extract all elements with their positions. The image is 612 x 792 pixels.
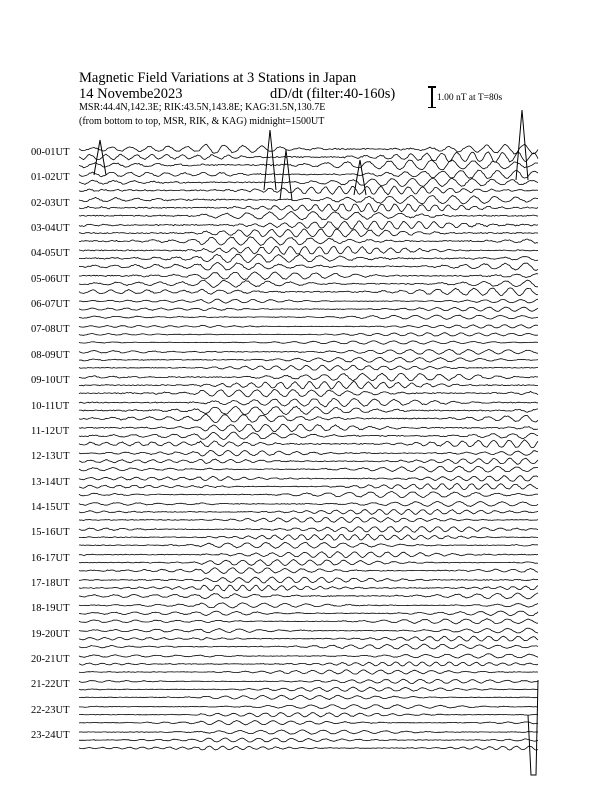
trace-04-05UT-RIK (79, 254, 538, 262)
hour-label-17-18UT: 17-18UT (31, 577, 70, 589)
hour-label-05-06UT: 05-06UT (31, 273, 70, 285)
trace-01-02UT-RIK (79, 178, 538, 186)
trace-19-20UT-RIK (79, 636, 538, 641)
hour-label-03-04UT: 03-04UT (31, 223, 70, 235)
trace-09-10UT-KAG (79, 373, 538, 381)
trace-13-14UT-RIK (79, 484, 538, 490)
trace-17-18UT-KAG (79, 577, 538, 583)
trace-02-03UT-KAG (79, 195, 538, 204)
trace-14-15UT-MSR (79, 517, 538, 522)
chart-title: Magnetic Field Variations at 3 Stations in Japan (79, 70, 357, 86)
trace-20-21UT-KAG (79, 654, 538, 658)
trace-07-08UT-KAG (79, 325, 538, 328)
trace-22-23UT-RIK (79, 713, 538, 717)
hour-label-13-14UT: 13-14UT (31, 476, 70, 488)
scale-label: 1.00 nT at T=80s (437, 93, 503, 103)
trace-17-18UT-MSR (79, 593, 538, 599)
hour-label-15-16UT: 15-16UT (31, 527, 70, 539)
hour-label-12-13UT: 12-13UT (31, 451, 70, 463)
trace-04-05UT-KAG (79, 246, 538, 254)
trace-spike-1 (264, 130, 276, 190)
hour-label-02-03UT: 02-03UT (31, 197, 70, 209)
trace-19-20UT-KAG (79, 628, 538, 633)
trace-23-24UT-KAG (79, 730, 538, 734)
trace-21-22UT-MSR (79, 695, 538, 699)
hour-label-06-07UT: 06-07UT (31, 299, 70, 311)
hour-label-20-21UT: 20-21UT (31, 654, 70, 665)
trace-03-04UT-KAG (79, 221, 538, 230)
trace-11-12UT-KAG (79, 424, 538, 432)
station-coordinates: MSR:44.4N,142.3E; RIK:43.5N,143.8E; KAG:31.5N,130.7E (79, 102, 326, 113)
hour-label-00-01UT: 00-01UT (31, 147, 70, 158)
trace-17-18UT-RIK (79, 585, 538, 591)
hour-label-10-11UT: 10-11UT (31, 400, 70, 412)
trace-10-11UT-KAG (79, 399, 538, 407)
hour-label-11-12UT: 11-12UT (31, 425, 70, 437)
trace-12-13UT-MSR (79, 466, 538, 472)
trace-18-19UT-KAG (79, 603, 538, 608)
trace-02-03UT-MSR (79, 212, 538, 220)
trace-20-21UT-MSR (79, 670, 538, 674)
trace-05-06UT-MSR (79, 288, 538, 296)
hour-label-14-15UT: 14-15UT (31, 501, 70, 513)
station-order-note: (from bottom to top, MSR, RIK, & KAG) midnight=1500UT (79, 116, 325, 127)
trace-11-12UT-RIK (79, 432, 538, 439)
trace-08-09UT-RIK (79, 357, 538, 362)
trace-06-07UT-RIK (79, 307, 538, 311)
trace-16-17UT-MSR (79, 568, 538, 574)
hour-label-04-05UT: 04-05UT (31, 248, 70, 260)
trace-13-14UT-MSR (79, 492, 538, 498)
hour-label-07-08UT: 07-08UT (31, 324, 70, 336)
hour-label-19-20UT: 19-20UT (31, 628, 70, 640)
trace-04-05UT-MSR (79, 263, 538, 271)
trace-14-15UT-RIK (79, 509, 538, 514)
trace-01-02UT-KAG (79, 170, 538, 178)
hour-label-09-10UT: 09-10UT (31, 375, 70, 387)
trace-06-07UT-MSR (79, 315, 538, 319)
trace-02-03UT-RIK (79, 203, 538, 212)
trace-08-09UT-MSR (79, 365, 538, 370)
trace-22-23UT-MSR (79, 721, 538, 725)
trace-03-04UT-RIK (79, 229, 538, 237)
trace-07-08UT-RIK (79, 333, 538, 336)
trace-22-23UT-KAG (79, 705, 538, 709)
trace-19-20UT-MSR (79, 644, 538, 649)
trace-14-15UT-KAG (79, 501, 538, 506)
trace-03-04UT-MSR (79, 237, 538, 246)
trace-15-16UT-KAG (79, 527, 538, 533)
trace-18-19UT-RIK (79, 611, 538, 616)
trace-13-14UT-KAG (79, 476, 538, 482)
trace-11-12UT-MSR (79, 440, 538, 448)
trace-12-13UT-RIK (79, 458, 538, 464)
trace-21-22UT-KAG (79, 679, 538, 683)
hour-label-16-17UT: 16-17UT (31, 552, 70, 564)
trace-16-17UT-KAG (79, 552, 538, 558)
trace-05-06UT-KAG (79, 272, 538, 280)
trace-06-07UT-KAG (79, 299, 538, 303)
trace-09-10UT-MSR (79, 389, 538, 397)
chart-metric: dD/dt (filter:40-160s) (270, 86, 396, 102)
trace-23-24UT-RIK (79, 738, 538, 742)
trace-23-24UT-MSR (79, 746, 538, 750)
hour-label-18-19UT: 18-19UT (31, 603, 70, 615)
trace-16-17UT-RIK (79, 560, 538, 566)
hour-label-08-09UT: 08-09UT (31, 349, 70, 361)
trace-15-16UT-RIK (79, 534, 538, 540)
trace-21-22UT-RIK (79, 687, 538, 691)
hour-label-22-23UT: 22-23UT (31, 704, 70, 716)
hour-label-23-24UT: 23-24UT (31, 730, 70, 742)
trace-07-08UT-MSR (79, 341, 538, 344)
trace-10-11UT-RIK (79, 406, 538, 415)
trace-09-10UT-RIK (79, 381, 538, 389)
trace-01-02UT-MSR (79, 186, 538, 195)
trace-00-01UT-RIK (79, 152, 538, 162)
trace-spike-0 (94, 140, 106, 175)
trace-excursion-23-24UT (528, 680, 538, 775)
trace-10-11UT-MSR (79, 414, 538, 422)
trace-00-01UT-MSR (79, 160, 538, 170)
trace-12-13UT-KAG (79, 450, 538, 456)
trace-15-16UT-MSR (79, 542, 538, 548)
chart-date: 14 Novembe2023 (79, 86, 183, 102)
hour-label-01-02UT: 01-02UT (31, 172, 70, 184)
trace-05-06UT-RIK (79, 280, 538, 287)
trace-08-09UT-KAG (79, 349, 538, 354)
trace-20-21UT-RIK (79, 662, 538, 666)
hour-label-21-22UT: 21-22UT (31, 679, 70, 691)
trace-18-19UT-MSR (79, 619, 538, 624)
trace-00-01UT-KAG (79, 144, 538, 154)
